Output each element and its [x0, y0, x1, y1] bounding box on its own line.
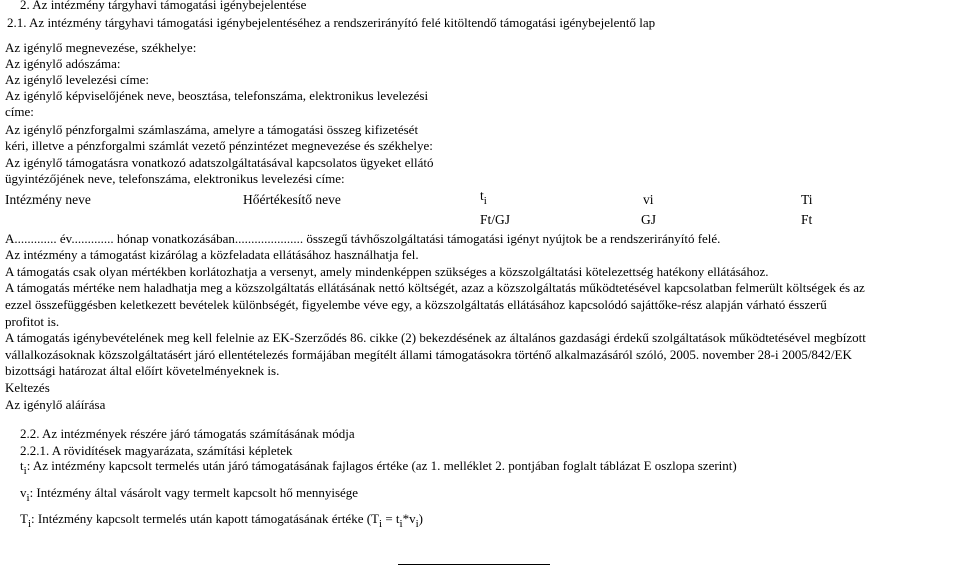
field-bank-account-cont: kéri, illetve a pénzforgalmi számlát vezető pénzintézet megnevezése és székhelye: [5, 138, 433, 153]
section-2-1-heading: 2.1. Az intézmény tárgyhavi támogatási igénybejelentéséhez a rendszerirányító felé kitöltendő támogatási igénybejelentő lap [7, 15, 656, 30]
section-2-2-heading: 2.2. Az intézmények részére járó támogatás számításának módja [20, 426, 355, 441]
bottom-rule [398, 564, 550, 565]
amount-clause-2: ezzel összefüggésben keletkezett bevételek különbségét, figyelembe véve egy, a közszolgáltatás ellátásához kapcsolódó sajáttőke-rész alapján várható ésszerű [5, 297, 827, 312]
definition-Ti: $T_i$: Intézmény kapcsolt termelés után kapott támogatásának értéke $(T_i = t_i*v_i)$ [20, 511, 423, 530]
amount-clause-3: profitot is. [5, 314, 60, 329]
claim-statement: A............. év............. hónap vonatkozásában..................... összegű távhőszolgáltatási támogatási igényt nyújtok be a rendszerirányító felé. [5, 231, 721, 246]
definition-ti: $t_i$: Az intézmény kapcsolt termelés után járó támogatásának fajlagos értéke (az 1. melléklet 2. pontjában foglalt táblázat E oszlopa szerint) [20, 458, 737, 477]
ec-treaty-clause-2: vállalkozásoknak közszolgáltatásért járó ellentételezés formájában megítélt állami támogatásokra történő alkalmazásáról szóló, 2005. november 28-i 2005/842/EK [5, 347, 852, 362]
field-contact-person: Az igénylő támogatásra vonatkozó adatszolgáltatásával kapcsolatos ügyeket ellátó [5, 155, 434, 170]
field-tax-number: Az igénylő adószáma: [5, 56, 121, 71]
table-col-heat-seller: Hőértékesítő neve [243, 192, 341, 207]
table-col-ti: $t_i$ [480, 188, 487, 207]
field-bank-account: Az igénylő pénzforgalmi számlaszáma, amelyre a támogatási összeg kifizetését [5, 122, 419, 137]
table-unit-gj: GJ [641, 212, 657, 227]
ec-treaty-clause-3: bizottsági határozat által előírt követelményeknek is. [5, 363, 280, 378]
table-col-institution: Intézmény neve [5, 192, 91, 207]
table-col-vi: vi [643, 192, 654, 207]
date-label: Keltezés [5, 380, 50, 395]
table-unit-ft: Ft [801, 212, 813, 227]
section-2-2-1-heading: 2.2.1. A rövidítések magyarázata, számítási képletek [20, 443, 293, 458]
signature-label: Az igénylő aláírása [5, 397, 106, 412]
amount-clause-1: A támogatás mértéke nem haladhatja meg a közszolgáltatás ellátásának nettó költségét, azaz a közszolgáltatás működtetésével kapcsolatban felmerült költségek és az [5, 280, 865, 295]
field-representative-cont: címe: [5, 104, 34, 119]
field-mailing-address: Az igénylő levelezési címe: [5, 72, 150, 87]
field-representative: Az igénylő képviselőjének neve, beosztása, telefonszáma, elektronikus levelezési [5, 88, 429, 103]
competition-clause: A támogatás csak olyan mértékben korlátozhatja a versenyt, amely mindenképpen szükséges a közszolgáltatási kötelezettség hatékony ellátásához. [5, 264, 769, 279]
definition-vi: $v_i$: Intézmény által vásárolt vagy termelt kapcsolt hő mennyisége [20, 485, 359, 504]
field-applicant-name: Az igénylő megnevezése, székhelye: [5, 40, 197, 55]
ec-treaty-clause-1: A támogatás igénybevételének meg kell felelnie az EK-Szerződés 86. cikke (2) bekezdésének az általános gazdasági érdekű szolgáltatások működtetésével megbízott [5, 330, 866, 345]
section-2-heading: 2. Az intézmény tárgyhavi támogatási igénybejelentése [20, 0, 307, 12]
table-unit-ft-gj: Ft/GJ [480, 212, 511, 227]
field-contact-person-cont: ügyintézőjének neve, telefonszáma, elektronikus levelezési címe: [5, 171, 345, 186]
usage-restriction: Az intézmény a támogatást kizárólag a közfeladata ellátásához használhatja fel. [5, 247, 419, 262]
table-col-Ti: Ti [801, 192, 813, 207]
